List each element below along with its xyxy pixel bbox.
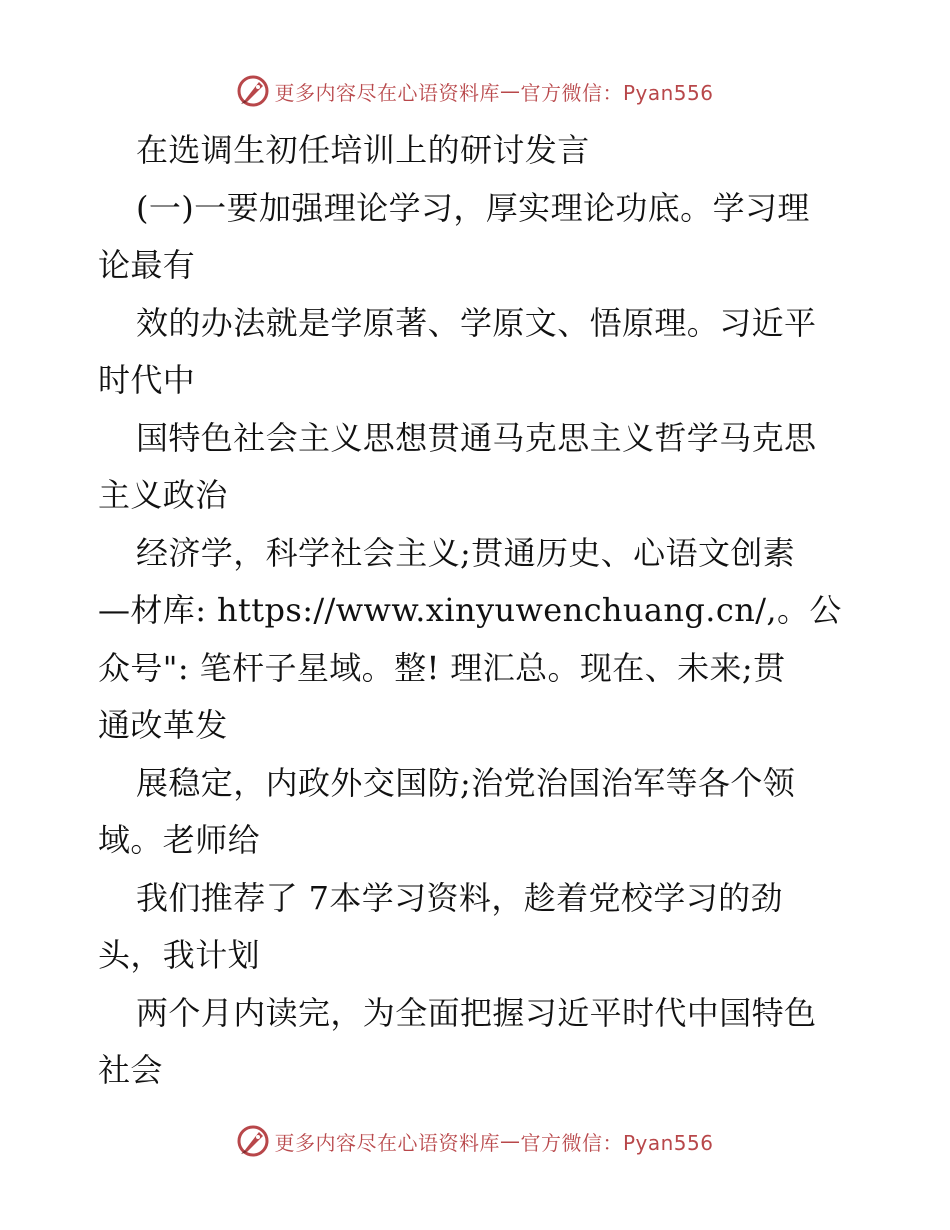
text-line: 时代中 [98, 361, 196, 399]
header-watermark [0, 71, 950, 111]
watermark-brand: 更多内容尽在心语资料库 [274, 1130, 500, 1155]
watermark-brand: 更多内容尽在心语资料库 [274, 80, 500, 105]
text-line: —材库: https://www.xinyuwenchuang.cn/,。公 [98, 591, 842, 629]
text-line: 论最有 [98, 246, 196, 284]
text-line: 效的办法就是学原著、学原文、悟原理。习近平 [136, 303, 817, 342]
text-line: 众号": 笔杆子星域。整! 理汇总。现在、未来;贯 [98, 648, 786, 687]
footer-watermark [0, 1121, 950, 1161]
text-line: 域。老师给 [98, 821, 261, 859]
text-line: (一)一要加强理论学习，厚实理论功底。学习理 [136, 188, 810, 227]
text-line: 两个月内读完，为全面把握习近平时代中国特色 [136, 993, 817, 1032]
text-line: 头，我计划 [98, 936, 261, 974]
text-line: 社会 [98, 1051, 163, 1089]
text-line: 国特色社会主义思想贯通马克思主义哲学马克思 [136, 418, 817, 457]
watermark-separator: — [499, 1129, 521, 1153]
pen-nib-logo-icon [236, 1124, 270, 1158]
watermark-separator: — [499, 79, 521, 103]
pen-nib-logo-icon [236, 74, 270, 108]
text-line: 展稳定，内政外交国防;治党治国治军等各个领 [136, 763, 796, 802]
text-line: 通改革发 [98, 706, 228, 744]
text-line: 经济学，科学社会主义;贯通历史、心语文创素 [136, 533, 796, 572]
document-body [98, 122, 858, 1100]
text-line: 在选调生初任培训上的研讨发言 [136, 131, 590, 169]
text-line: 主义政治 [98, 476, 228, 514]
watermark-official: 官方微信：Pyan556 [520, 80, 714, 105]
watermark-official: 官方微信：Pyan556 [520, 1130, 714, 1155]
text-line: 我们推荐了 7本学习资料，趁着党校学习的劲 [136, 878, 783, 917]
